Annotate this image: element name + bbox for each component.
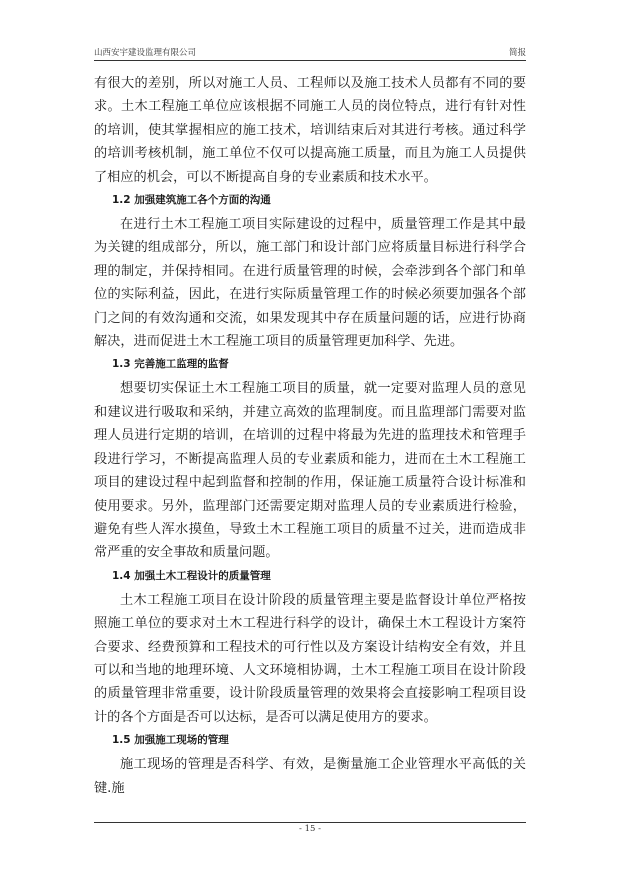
paragraph-1-5: 施工现场的管理是否科学、有效，是衡量施工企业管理水平高低的关键.施	[94, 757, 526, 796]
paragraph-1-3: 想要切实保证土木工程施工项目的质量，就一定要对监理人员的意见和建议进行吸取和采纳，并建立高效的监理制度。而且监理部门需要对监理人员进行定期的培训，在培训的过程中将最为先进的监理技术和管理手段进行学习，不断提高监理人员的专业素质和能力，进而在土木工程施工项目的建设过程中起到监督和控制的作用，保证施工质量符合设计标准和使用要求。另外，监理部门还需要定期对监理人员的专业素质进行检验，避免有些人浑水摸鱼，导致土木工程施工项目的质量不过关，进而造成非常严重的安全事故和质量问题。	[94, 381, 526, 561]
paragraph-continuation: 有很大的差别，所以对施工人员、工程师以及施工技术人员都有不同的要求。土木工程施工单位应该根据不同施工人员的岗位特点，进行有针对性的培训，使其掌握相应的施工技术，培训结束后对其进行考核。通过科学的培训考核机制，施工单位不仅可以提高施工质量，而且为施工人员提供了相应的机会，可以不断提高自身的专业素质和技术水平。	[94, 76, 526, 185]
document-category: 简报	[508, 48, 526, 58]
document-body	[94, 72, 526, 800]
section-heading-1-4: 1.4 加强土木工程设计的质量管理	[112, 569, 271, 582]
page-header	[94, 42, 526, 61]
page-number: - 15 -	[299, 824, 321, 834]
section-heading-1-2: 1.2 加强建筑施工各个方面的沟通	[112, 194, 271, 207]
company-name: 山西安宇建设监理有限公司	[94, 48, 197, 58]
page-footer	[94, 822, 526, 834]
paragraph-1-2: 在进行土木工程施工项目实际建设的过程中，质量管理工作是其中最为关键的组成部分，所以，施工部门和设计部门应将质量目标进行科学合理的制定，并保持相同。在进行质量管理的时候，会牵涉到各个部门和单位的实际利益，因此，在进行实际质量管理工作的时候必须要加强各个部门之间的有效沟通和交流，如果发现其中存在质量问题的话，应进行协商解决，进而促进土木工程施工项目的质量管理更加科学、先进。	[94, 217, 526, 350]
section-heading-1-3: 1.3 完善施工监理的监督	[112, 358, 229, 371]
section-heading-1-5: 1.5 加强施工现场的管理	[112, 734, 229, 747]
paragraph-1-4: 土木工程施工项目在设计阶段的质量管理主要是监督设计单位严格按照施工单位的要求对土木工程进行科学的设计，确保土木工程设计方案符合要求、经费预算和工程技术的可行性以及方案设计结构安全有效，并且可以和当地的地理环境、人文环境相协调，土木工程施工项目在设计阶段的质量管理非常重要，设计阶段质量管理的效果将会直接影响工程项目设计的各个方面是否可以达标，是否可以满足使用方的要求。	[94, 592, 526, 725]
